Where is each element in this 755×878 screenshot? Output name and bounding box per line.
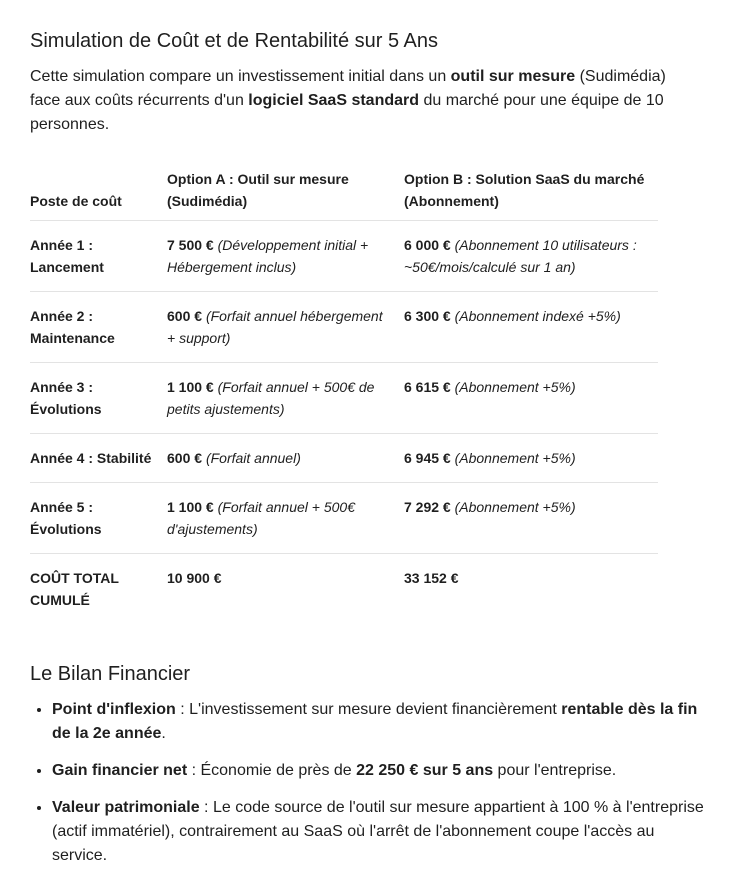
row-label: Année 5 : Évolutions bbox=[30, 483, 167, 554]
option-a-note: (Développement initial + Hébergement inclus) bbox=[167, 237, 369, 275]
row-label: Année 2 : Maintenance bbox=[30, 292, 167, 363]
table-row bbox=[30, 221, 658, 292]
header-option-a: Option A : Outil sur mesure (Sudimédia) bbox=[167, 171, 349, 209]
option-a-value: 600 € bbox=[167, 308, 203, 324]
option-b-cell bbox=[404, 434, 658, 483]
item-text-end: . bbox=[161, 725, 166, 742]
option-a-cell bbox=[167, 221, 404, 292]
table-header-row bbox=[30, 168, 658, 221]
option-a-note: (Forfait annuel + 500€ d'ajustements) bbox=[167, 499, 355, 537]
option-b-cell bbox=[404, 554, 658, 625]
option-b-cell bbox=[404, 363, 658, 434]
table-row bbox=[30, 483, 658, 554]
option-b-value: 6 615 € bbox=[404, 379, 451, 395]
page-title: Simulation de Coût et de Rentabilité sur 5 Ans bbox=[30, 30, 439, 52]
option-b-total: 33 152 € bbox=[404, 570, 459, 586]
header-cost-item: Poste de coût bbox=[30, 193, 122, 209]
intro-paragraph bbox=[30, 65, 700, 137]
item-emphasis: rentable dès la fin de la 2e année bbox=[52, 701, 698, 742]
item-term: Gain financier net bbox=[52, 762, 188, 779]
item-term: Valeur patrimoniale bbox=[52, 799, 200, 816]
option-b-cell bbox=[404, 221, 658, 292]
list-item bbox=[52, 698, 712, 746]
option-b-value: 6 945 € bbox=[404, 450, 451, 466]
section-heading-bilan: Le Bilan Financier bbox=[30, 663, 191, 685]
option-a-cell bbox=[167, 434, 404, 483]
item-term: Point d'inflexion bbox=[52, 701, 176, 718]
option-a-value: 7 500 € bbox=[167, 237, 214, 253]
option-a-value: 600 € bbox=[167, 450, 203, 466]
row-label: Année 1 : Lancement bbox=[30, 221, 167, 292]
intro-text-1: Cette simulation compare un investissement initial dans un bbox=[30, 68, 451, 85]
table-row bbox=[30, 363, 658, 434]
intro-bold-1: outil sur mesure bbox=[450, 68, 576, 85]
intro-bold-2: logiciel SaaS standard bbox=[248, 92, 420, 109]
bilan-list bbox=[30, 698, 712, 868]
option-b-value: 6 300 € bbox=[404, 308, 451, 324]
list-item bbox=[52, 759, 712, 783]
list-item bbox=[52, 796, 712, 868]
option-a-note: (Forfait annuel) bbox=[205, 450, 301, 466]
option-a-total: 10 900 € bbox=[167, 570, 222, 586]
option-a-value: 1 100 € bbox=[167, 379, 214, 395]
item-emphasis: 22 250 € sur 5 ans bbox=[356, 762, 494, 779]
item-text-end: pour l'entreprise. bbox=[493, 762, 617, 779]
option-a-value: 1 100 € bbox=[167, 499, 214, 515]
table-row bbox=[30, 434, 658, 483]
table-row bbox=[30, 292, 658, 363]
row-label: Année 3 : Évolutions bbox=[30, 363, 167, 434]
option-a-cell bbox=[167, 483, 404, 554]
option-a-note: (Forfait annuel hébergement + support) bbox=[167, 308, 383, 346]
table-row-total bbox=[30, 554, 658, 625]
header-option-b: Option B : Solution SaaS du marché (Abonnement) bbox=[404, 171, 645, 209]
intro-text-3: du marché pour une équipe de 10 personnes. bbox=[30, 92, 664, 133]
item-text: : L'investissement sur mesure devient financièrement bbox=[175, 701, 562, 718]
cost-table bbox=[30, 168, 658, 624]
option-a-cell bbox=[167, 292, 404, 363]
item-text: : Le code source de l'outil sur mesure appartient à 100 % à l'entreprise (actif immatériel), contrairement au SaaS où l'arrêt de l'abonnement coupe l'accès au service. bbox=[52, 799, 704, 864]
option-b-cell bbox=[404, 483, 658, 554]
intro-text-2: (Sudimédia) face aux coûts récurrents d'un bbox=[30, 68, 666, 109]
row-label: COÛT TOTAL CUMULÉ bbox=[30, 554, 167, 625]
option-b-cell bbox=[404, 292, 658, 363]
option-b-value: 7 292 € bbox=[404, 499, 451, 515]
option-b-note: (Abonnement +5%) bbox=[454, 499, 576, 515]
option-a-note: (Forfait annuel + 500€ de petits ajustements) bbox=[167, 379, 375, 417]
option-b-value: 6 000 € bbox=[404, 237, 451, 253]
item-text: : Économie de près de bbox=[187, 762, 357, 779]
option-a-cell bbox=[167, 363, 404, 434]
row-label: Année 4 : Stabilité bbox=[30, 434, 167, 483]
option-a-cell bbox=[167, 554, 404, 625]
option-b-note: (Abonnement +5%) bbox=[454, 450, 576, 466]
option-b-note: (Abonnement 10 utilisateurs : ~50€/mois/calculé sur 1 an) bbox=[404, 237, 637, 275]
option-b-note: (Abonnement +5%) bbox=[454, 379, 576, 395]
option-b-note: (Abonnement indexé +5%) bbox=[454, 308, 621, 324]
